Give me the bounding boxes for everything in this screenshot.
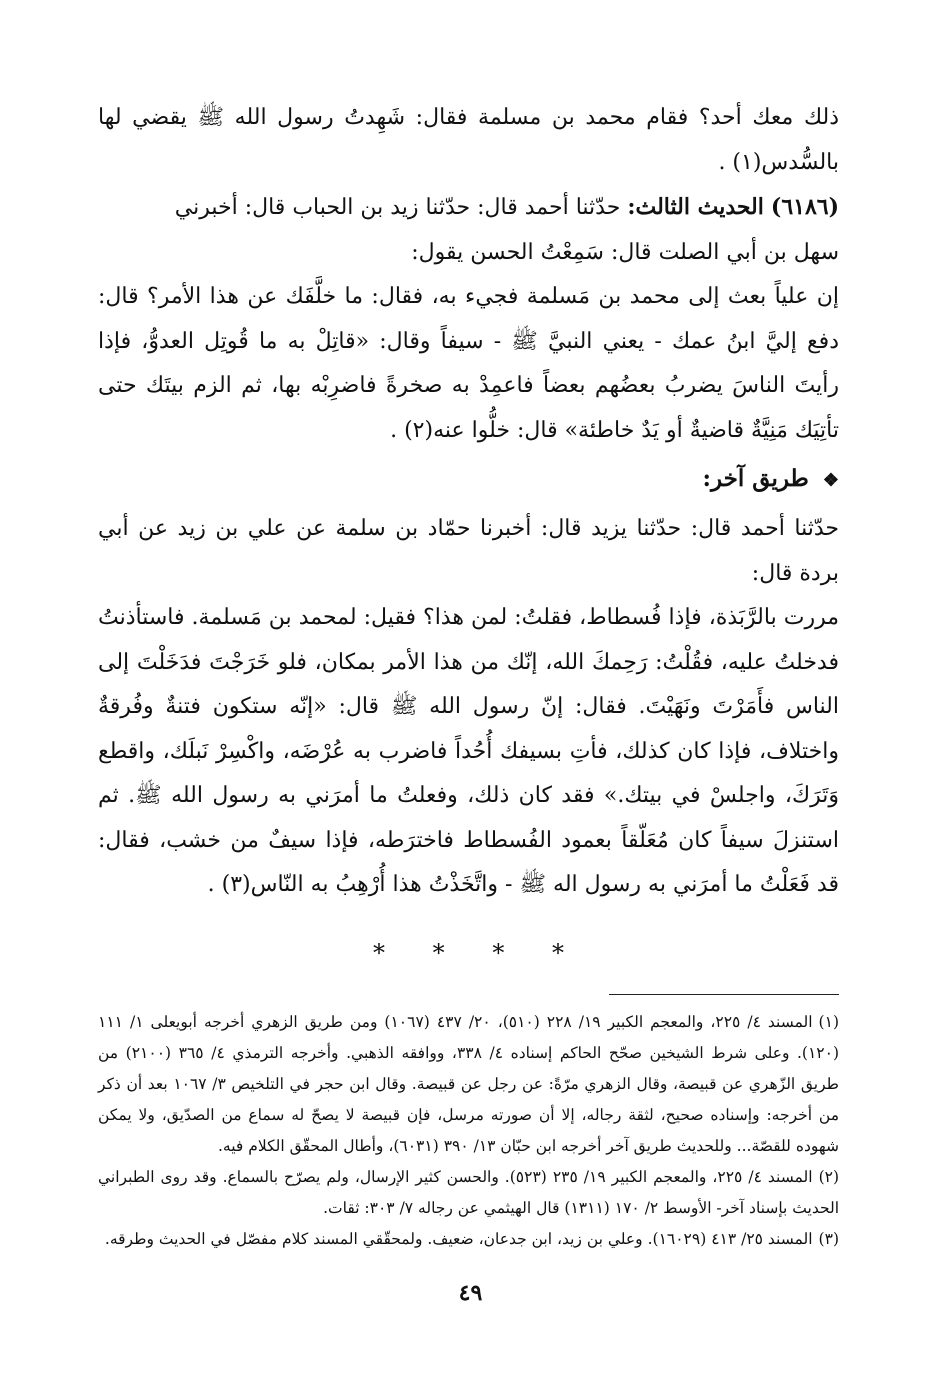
hadith-paragraph (98, 185, 839, 231)
hadith-number: (٦١٨٦) (770, 194, 839, 220)
paragraph-narrator: سهل بن أبي الصلت قال: سَمِعْتُ الحسن يقول: (411, 239, 839, 265)
separator-star: * (432, 938, 445, 967)
page-number: ٤٩ (458, 1280, 483, 1306)
separator-star: * (492, 938, 505, 967)
hadith-title: الحديث الثالث: (627, 194, 764, 220)
subheading-text: طريق آخر: (702, 465, 809, 492)
footnote-number: (٢) (818, 1167, 840, 1186)
paragraph-ali-story: إن علياً بعث إلى محمد بن مَسلمة فجيء به، فقال: ما خلَّفَك عن هذا الأمر؟ قال: دفع إليَّ ابنُ عمك - يعني النبيَّ ﷺ - سيفاً وقال: «قاتِلْ به ما قُوتِل العدوُّ، فإذا رأيتَ الناسَ يضربُ بعضُهم بعضاً فاعمِدْ به صخرةً فاضرِبْه بها، ثم الزم بيتَك حتى تأتِيَك مَنِيَّةٌ قاضيةٌ أو يَدٌ خاطئة» قال: خلُّوا عنه(٢) . (98, 284, 839, 443)
footnote-text: المسند ٢٥/ ٤١٣ (١٦٠٢٩). وعلي بن زيد، ابن جدعان، ضعيف. ولمحقّقي المسند كلام مفصّل في الحديث وطرقه. (104, 1229, 813, 1248)
footnote-text: المسند ٤/ ٢٢٥، والمعجم الكبير ١٩/ ٢٢٨ (٥١٠)، ٢٠/ ٤٣٧ (١٠٦٧) ومن طريق الزهري أخرجه أبويعلى ١/ ١١١ (١٢٠). وعلى شرط الشيخين صحّح الحاكم إسناده ٤/ ٣٣٨، ووافقه الذهبي. وأخرجه الترمذي ٤/ ٣٦٥ (٢١٠٠) من طريق الزّهري عن قبيصة، وقال الزهري مرّةً: عن رجل عن قبيصة. وقال ابن حجر في التلخيص ٣/ ١٠٦٧ بعد أن ذكر من أخرجه: وإسناده صحيح، لثقة رجاله، إلا أن صورته مرسل، فإن قبيصة لا يصحّ له سماع من الصدّيق، ولا يمكن شهوده للقصّة... وللحديث طريق آخر أخرجه ابن حبّان ١٣/ ٣٩٠ (٦٠٣١)، وأطال المحقّق الكلام فيه. (98, 1012, 840, 1155)
footnote (98, 1162, 839, 1224)
section-separator (98, 938, 839, 968)
main-text (98, 96, 839, 908)
paragraph-chain-2: حدّثنا أحمد قال: حدّثنا يزيد قال: أخبرنا حمّاد بن سلمة عن علي بن زيد عن أبي بردة قال: (98, 516, 839, 586)
paragraph-continuation: ذلك معك أحد؟ فقام محمد بن مسلمة فقال: شَهِدتُ رسول الله ﷺ يقضي لها بالسُّدس(١) . (98, 105, 839, 175)
subheading-another-route (98, 457, 839, 503)
footnote-divider (609, 994, 839, 995)
footnote (98, 1007, 839, 1162)
separator-star: * (551, 938, 564, 967)
footnotes (98, 1007, 839, 1255)
footnote-number: (٣) (818, 1229, 839, 1248)
hadith-chain: حدّثنا أحمد قال: حدّثنا زيد بن الحباب قال: أخبرني (174, 195, 621, 220)
paragraph-rabadha-story: مررت بالرَّبَذة، فإذا فُسطاط، فقلتُ: لمن هذا؟ فقيل: لمحمد بن مَسلمة. فاستأذنتُ فدخلتُ عليه، فقُلْتُ: رَحِمكَ الله، إنّك من هذا الأمر بمكان، فلو خَرَجْتَ فدَخَلْتَ إلى الناس فأَمَرْتَ ونَهَيْتَ. فقال: إنّ رسول الله ﷺ قال: «إنّه ستكون فتنةٌ وفُرقةٌ واختلاف، فإذا كان كذلك، فأتِ بسيفك أُحُداً فاضرب به عُرْضَه، واكْسِرْ نَبلَك، واقطع وَتَرَكَ، واجلسْ في بيتك.» فقد كان ذلك، وفعلتُ ما أمرَني به رسول الله ﷺ. ثم استنزلَ سيفاً كان مُعَلّقاً بعمود الفُسطاط فاخترَطه، فإذا سيفٌ من خشب، فقال: قد فَعَلْتُ ما أمرَني به رسول اله ﷺ - واتَّخَذْتُ هذا أُرْهِبُ به النّاس(٣) . (98, 605, 839, 897)
footnote-text: المسند ٤/ ٢٢٥، والمعجم الكبير ١٩/ ٢٣٥ (٥٢٣). والحسن كثير الإرسال، ولم يصرّح بالسماع. وقد روى الطبراني الحديث بإسناد آخر- الأوسط ٢/ ١٧٠ (١٣١١) قال الهيثمي عن رجاله ٧/ ٣٠٣: ثقات. (98, 1167, 839, 1217)
footnote (98, 1224, 839, 1255)
separator-star: * (373, 938, 386, 967)
footnote-number: (١) (818, 1012, 839, 1031)
diamond-icon: ❖ (822, 470, 839, 491)
